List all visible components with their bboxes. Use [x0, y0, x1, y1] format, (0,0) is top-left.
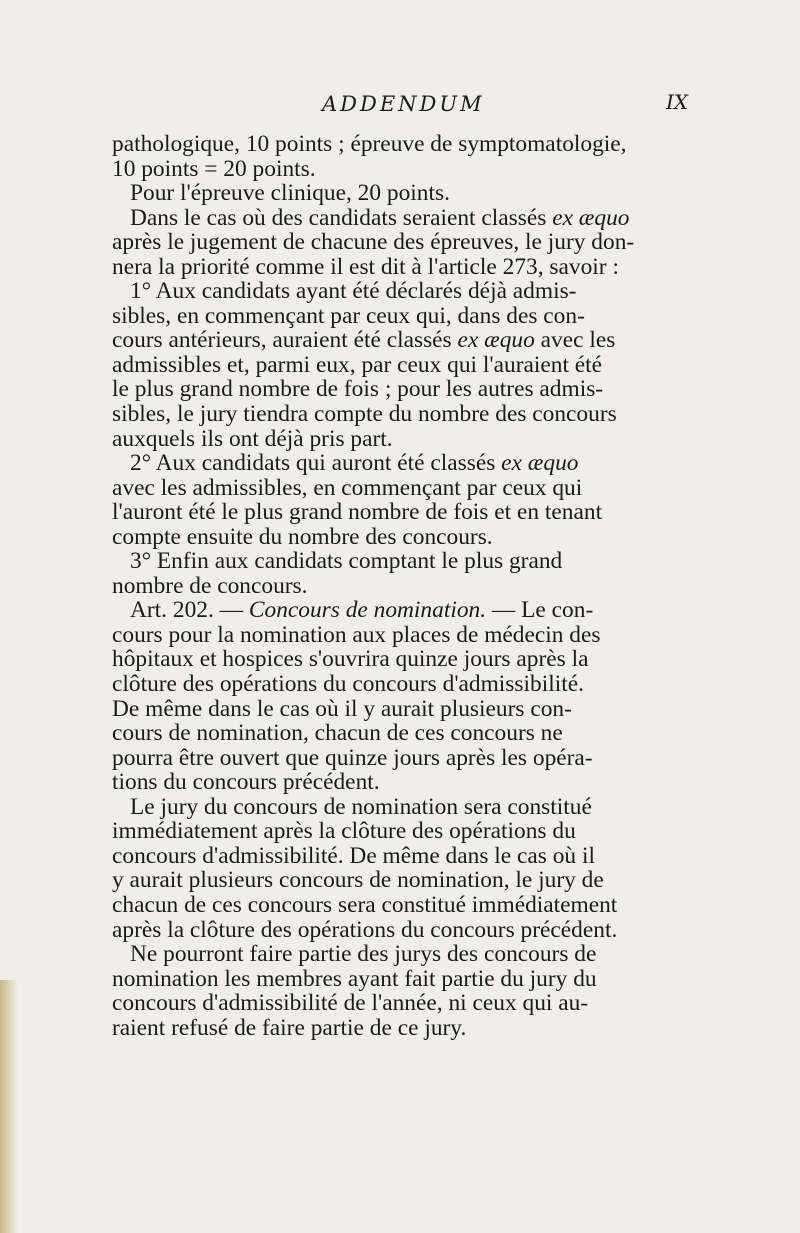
- text-line-roman: le plus grand nombre de fois ; pour les autres admis-: [112, 376, 604, 403]
- text-line-roman: De même dans le cas où il y aurait plusieurs con-: [112, 695, 572, 722]
- text-line: [112, 402, 692, 427]
- text-line: [112, 181, 692, 206]
- text-line-roman: immédiatement après la clôture des opérations du: [112, 818, 576, 845]
- text-line-roman: Le jury du concours de nomination sera constitué: [130, 793, 592, 820]
- text-line: [112, 893, 692, 918]
- text-line-roman: cours de nomination, chacun de ces concours ne: [112, 720, 563, 747]
- text-line: [112, 476, 692, 501]
- text-line-roman: avec les admissibles, en commençant par ceux qui: [112, 474, 583, 501]
- text-line-roman: cours pour la nomination aux places de médecin des: [112, 621, 601, 648]
- page-edge-shadow: [0, 980, 18, 1233]
- text-line-italic: ex æquo: [552, 204, 630, 231]
- text-line-roman: compte ensuite du nombre des concours.: [112, 523, 493, 550]
- text-line-roman: après la clôture des opérations du concours précédent.: [112, 916, 618, 943]
- text-line: [112, 647, 692, 672]
- text-line: [112, 697, 692, 722]
- text-line-roman: sibles, en commençant par ceux qui, dans des con-: [112, 302, 585, 329]
- text-line: [112, 918, 692, 943]
- text-line-roman: tions du concours précédent.: [112, 769, 380, 796]
- text-line: [112, 598, 692, 623]
- text-line-roman: nombre de concours.: [112, 572, 308, 599]
- text-line: [112, 574, 692, 599]
- text-line-roman: cours antérieurs, auraient été classés: [112, 327, 458, 354]
- text-line-roman: Dans le cas où des candidats seraient classés: [130, 204, 553, 231]
- text-line-roman: sibles, le jury tiendra compte du nombre des concours: [112, 401, 617, 428]
- text-line: [112, 549, 692, 574]
- text-line-roman: pourra être ouvert que quinze jours après les opéra-: [112, 744, 593, 771]
- text-line-roman: nomination les membres ayant fait partie du jury du: [112, 965, 597, 992]
- page-number: IX: [666, 90, 689, 114]
- text-line: [112, 500, 692, 525]
- text-line-italic: ex æquo: [501, 450, 579, 477]
- text-line: [112, 377, 692, 402]
- text-line-roman: chacun de ces concours sera constitué immédiatement: [112, 891, 618, 918]
- text-line: [112, 255, 692, 280]
- text-line-roman: Art. 202. —: [130, 597, 249, 624]
- text-line: [112, 304, 692, 329]
- text-line: [112, 451, 692, 476]
- text-line: [112, 1016, 692, 1041]
- text-line-roman: 2° Aux candidats qui auront été classés: [130, 450, 502, 477]
- text-line-roman: nera la priorité comme il est dit à l'article 273, savoir :: [112, 253, 619, 280]
- text-line-roman: y aurait plusieurs concours de nomination, le jury de: [112, 867, 604, 894]
- text-line-after: — Le con-: [486, 597, 594, 624]
- text-line: [112, 795, 692, 820]
- text-line: [112, 672, 692, 697]
- text-line-roman: 1° Aux candidats ayant été déclarés déjà admis-: [130, 278, 577, 305]
- text-line-roman: 10 points = 20 points.: [112, 155, 316, 182]
- text-line-roman: raient refusé de faire partie de ce jury.: [112, 1014, 467, 1041]
- text-line-roman: l'auront été le plus grand nombre de fois et en tenant: [112, 499, 603, 526]
- text-line-roman: concours d'admissibilité. De même dans le cas où il: [112, 842, 595, 869]
- text-line: [112, 328, 692, 353]
- running-title: ADDENDUM: [322, 92, 485, 116]
- text-line: [112, 819, 692, 844]
- text-line-roman: Pour l'épreuve clinique, 20 points.: [130, 180, 450, 207]
- text-line-roman: admissibles et, parmi eux, par ceux qui l'auraient été: [112, 351, 603, 378]
- text-line-after: avec les: [534, 327, 616, 354]
- text-line: [112, 746, 692, 771]
- running-head: [0, 92, 800, 122]
- text-line-roman: pathologique, 10 points ; épreuve de symptomatologie,: [112, 131, 627, 157]
- text-line-italic: ex æquo: [457, 327, 535, 354]
- text-line: [112, 868, 692, 893]
- text-line-roman: 3° Enfin aux candidats comptant le plus grand: [130, 548, 563, 575]
- text-line: [112, 206, 692, 231]
- text-line: [112, 230, 692, 255]
- text-line: [112, 991, 692, 1016]
- text-line-italic: Concours de nomination.: [248, 597, 487, 624]
- text-line-roman: concours d'admissibilité de l'année, ni ceux qui au-: [112, 990, 589, 1017]
- text-line: [112, 721, 692, 746]
- text-line: [112, 279, 692, 304]
- text-line-roman: Ne pourront faire partie des jurys des concours de: [130, 941, 597, 968]
- text-line-roman: hôpitaux et hospices s'ouvrira quinze jours après la: [112, 646, 589, 673]
- text-line: [112, 427, 692, 452]
- text-line-roman: clôture des opérations du concours d'admissibilité.: [112, 671, 584, 698]
- text-line: [112, 844, 692, 869]
- text-line: [112, 942, 692, 967]
- text-line: [112, 967, 692, 992]
- text-line-roman: auxquels ils ont déjà pris part.: [112, 425, 393, 452]
- body-text: [112, 132, 692, 1040]
- text-line: [112, 353, 692, 378]
- text-line: [112, 525, 692, 550]
- text-line: [112, 132, 692, 157]
- text-line: [112, 623, 692, 648]
- text-line-roman: après le jugement de chacune des épreuves, le jury don-: [112, 229, 635, 256]
- text-line: [112, 157, 692, 182]
- text-line: [112, 770, 692, 795]
